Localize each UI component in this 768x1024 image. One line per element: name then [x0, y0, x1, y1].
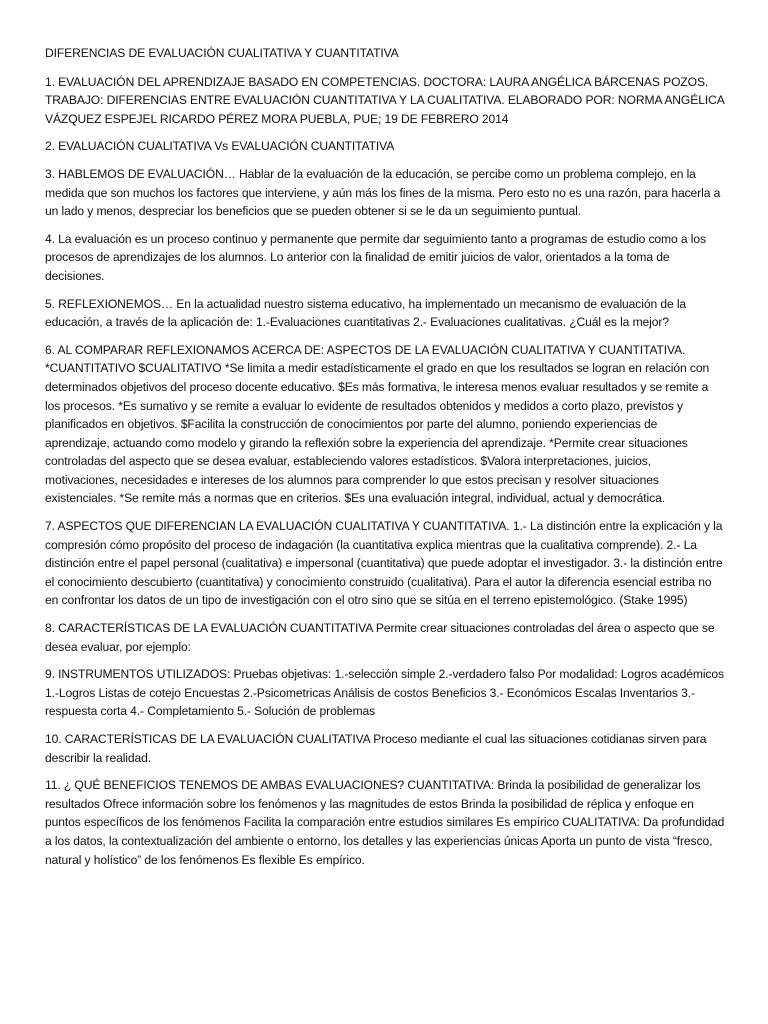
paragraph-10: 10. CARACTERÍSTICAS DE LA EVALUACIÓN CUALITATIVA Proceso mediante el cual las situaciones cotidianas sirven para describir la realidad. [45, 732, 707, 765]
paragraph-4: 4. La evaluación es un proceso continuo y permanente que permite dar seguimiento tanto a programas de estudio como a los procesos de aprendizajes de los alumnos. Lo anterior con la finalidad de emitir juicios de valor, orientados a la toma de decisiones. [45, 231, 706, 283]
paragraph-8: 8. CARACTERÍSTICAS DE LA EVALUACIÓN CUANTITATIVA Permite crear situaciones controladas del área o aspecto que se desea evaluar, por ejemplo: [45, 621, 715, 654]
paragraph-11: 11. ¿ QUÉ BENEFICIOS TENEMOS DE AMBAS EVALUACIONES? CUANTITATIVA: Brinda la posibilidad de generalizar los resultados Ofrece información sobre los fenómenos y las magnitudes de estos Brinda la posibilidad de réplica y enfoque en puntos específicos de los fenómenos Facilita la comparación entre estudios similares Es empírico CUALITATIVA: Da profundidad a los datos, la contextualización del ambiente o entorno, los detalles y las experiencias únicas Aporta un punto de vista “fresco, natural y holístico” de los fenómenos Es flexible Es empírico. [45, 778, 725, 867]
paragraph-3: 3. HABLEMOS DE EVALUACIÓN… Hablar de la evaluación de la educación, se percibe como un problema complejo, en la medida que son muchos los factores que interviene, y aún más los fines de la misma. Pero esto no es una razón, para hacerla a un lado y menos, despreciar los beneficios que se pueden obtener si se le da un seguimiento puntual. [45, 166, 721, 219]
paragraph-1: 1. EVALUACIÓN DEL APRENDIZAJE BASADO EN COMPETENCIAS. DOCTORA: LAURA ANGÉLICA BÁRCENAS POZOS. TRABAJO: DIFERENCIAS ENTRE EVALUACIÓN CUANTITATIVA Y LA CUALITATIVA. ELABORADO POR: NORMA ANGÉLICA VÁZQUEZ ESPEJEL RICARDO PÉREZ MORA PUEBLA, PUE; 19 DE FEBRERO 2014 [45, 74, 725, 126]
document-page [45, 44, 725, 878]
paragraph-9: 9. INSTRUMENTOS UTILIZADOS: Pruebas objetivas: 1.-selección simple 2.-verdadero falso Por modalidad: Logros académicos 1.-Logros Listas de cotejo Encuestas 2.-Psicometricas Análisis de costos Beneficios 3.- Económicos Escalas Inventarios 3.-respuesta corta 4.- Completamiento 5.- Solución de problemas [45, 667, 724, 719]
paragraph-7: 7. ASPECTOS QUE DIFERENCIAN LA EVALUACIÓN CUALITATIVA Y CUANTITATIVA. 1.- La distinción entre la explicación y la compresión cómo propósito del proceso de indagación (la cuantitativa explica mientras que la cualitativa comprende). 2.- La distinción entre el papel personal (cualitativa) e impersonal (cuantitativa) que puede adoptar el investigador. 3.- la distinción entre el conocimiento descubierto (cuantitativa) y conocimiento construido (cualitativa). Para el autor la diferencia esencial estriba no en confrontar los datos de un tipo de investigación con el otro sino que se sitúa en el terreno epistemológico. (Stake 1995) [45, 519, 723, 608]
paragraph-2: 2. EVALUACIÓN CUALITATIVA Vs EVALUACIÓN CUANTITATIVA [45, 139, 395, 154]
paragraph-6: 6. AL COMPARAR REFLEXIONAMOS ACERCA DE: ASPECTOS DE LA EVALUACIÓN CUALITATIVA Y CUANTITATIVA. *CUANTITATIVO $CUALITATIVO *Se limita a medir estadísticamente el grado en que los resultados se logran en relación con determinados objetivos del proceso docente educativo. $Es más formativa, le interesa menos evaluar resultados y se remite a los procesos. *Es sumativo y se remite a evaluar lo evidente de resultados obtenidos y medidos a corto plazo, previstos y planificados en objetivos. $Facilita la construcción de conocimientos por parte del alumno, poniendo experiencias de aprendizaje, actuando como modelo y girando la reflexión sobre la experiencia del aprendizaje. *Permite crear situaciones controladas del aspecto que se desea evaluar, estableciendo valores estadísticos. $Valora interpretaciones, juicios, motivaciones, necesidades e intereses de los alumnos para comprender lo que estos precisan y resolver situaciones existenciales. *Se remite más a normas que en criterios. $Es una evaluación integral, individual, actual y democrática. [45, 342, 710, 506]
document-title: DIFERENCIAS DE EVALUACIÓN CUALITATIVA Y CUANTITATIVA [45, 46, 399, 60]
paragraph-5: 5. REFLEXIONEMOS… En la actualidad nuestro sistema educativo, ha implementado un mecanismo de evaluación de la educación, a través de la aplicación de: 1.-Evaluaciones cuantitativas 2.- Evaluaciones cualitativas. ¿Cuál es la mejor? [45, 296, 687, 330]
